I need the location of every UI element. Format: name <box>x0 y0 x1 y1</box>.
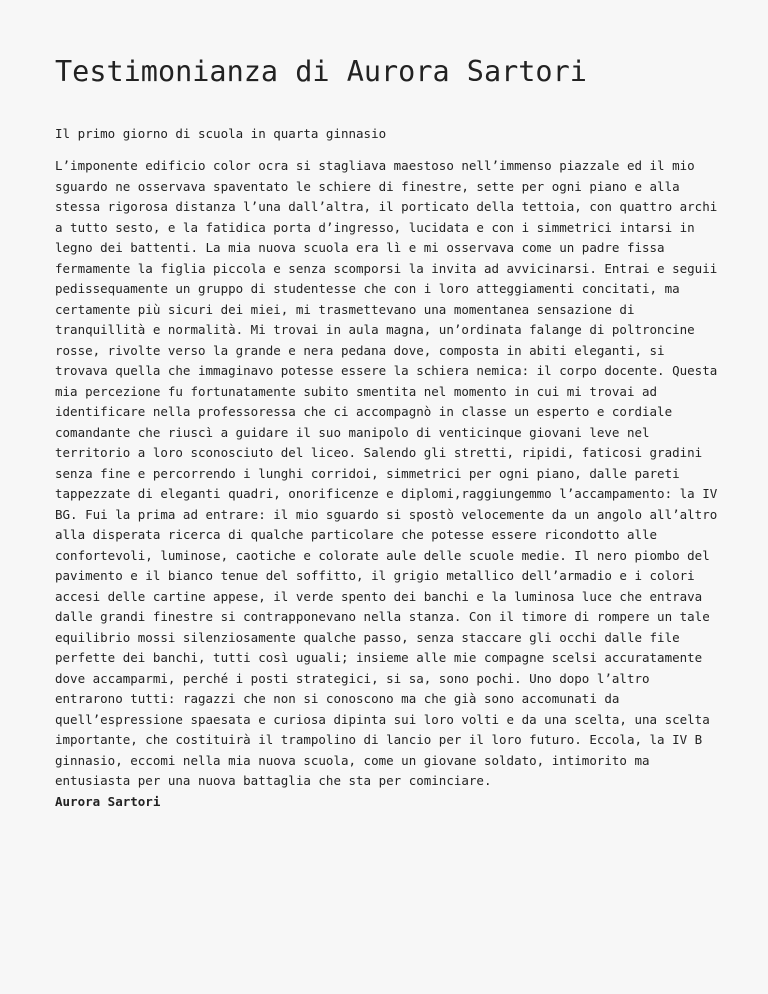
document-page <box>55 52 719 812</box>
testimony-body: L’imponente edificio color ocra si stagliava maestoso nell’immenso piazzale ed il mio sguardo ne osservava spaventato le schiere di finestre, sette per ogni piano e alla stessa rigorosa distanza l’una dall’altra, il porticato della tettoia, con quattro archi a tutto sesto, e la fatidica porta d’ingresso, lucidata e con i simmetrici intarsi in legno dei battenti. La mia nuova scuola era lì e mi osservava come un padre fissa fermamente la figlia piccola e senza scomporsi la invita ad avvicinarsi. Entrai e seguii pedissequamente un gruppo di studentesse che con i loro atteggiamenti concitati, ma certamente più sicuri dei miei, mi trasmettevano una momentanea sensazione di tranquillità e normalità. Mi trovai in aula magna, un’ordinata falange di poltroncine rosse, rivolte verso la grande e nera pedana dove, composta in abiti eleganti, si trovava quella che immaginavo potesse essere la schiera nemica: il corpo docente. Questa mia percezione fu fortunatamente subito smentita nel momento in cui mi trovai ad identificare nella professoressa che ci accompagnò in classe un esperto e cordiale comandante che riuscì a guidare il suo manipolo di venticinque giovani leve nel territorio a loro sconosciuto del liceo. Salendo gli stretti, ripidi, faticosi gradini senza fine e percorrendo i lunghi corridoi, simmetrici per ogni piano, dalle pareti tappezzate di eleganti quadri, onorificenze e diplomi,raggiungemmo l’accampamento: la IV BG. Fui la prima ad entrare: il mio sguardo si spostò velocemente da un angolo all’altro alla disperata ricerca di qualche particolare che potesse essere ricondotto alle confortevoli, luminose, caotiche e colorate aule delle scuole medie. Il nero piombo del pavimento e il bianco tenue del soffitto, il grigio metallico dell’armadio e i colori accesi delle cartine appese, il verde spento dei banchi e la luminosa luce che entrava dalle grandi finestre si contrapponevano nella stanza. Con il timore di rompere un tale equilibrio mossi silenziosamente qualche passo, senza staccare gli occhi dalle file perfette dei banchi, tutti così uguali; insieme alle mie compagne scelsi accuratamente dove accamparmi, perché i posti strategici, si sa, sono pochi. Uno dopo l’altro entrarono tutti: ragazzi che non si conoscono ma che già sono accomunati da quell’espressione spaesata e curiosa dipinta sui loro volti e da una scelta, una scelta importante, che costituirà il trampolino di lancio per il loro futuro. Eccola, la IV B ginnasio, eccomi nella mia nuova scuola, come un giovane soldato, intimorito ma entusiasta per una nuova battaglia che sta per cominciare. <box>55 158 718 788</box>
page-title: Testimonianza di Aurora Sartori <box>55 55 587 88</box>
author-signature: Aurora Sartori <box>55 793 161 809</box>
document-subtitle: Il primo giorno di scuola in quarta ginnasio <box>55 126 387 141</box>
